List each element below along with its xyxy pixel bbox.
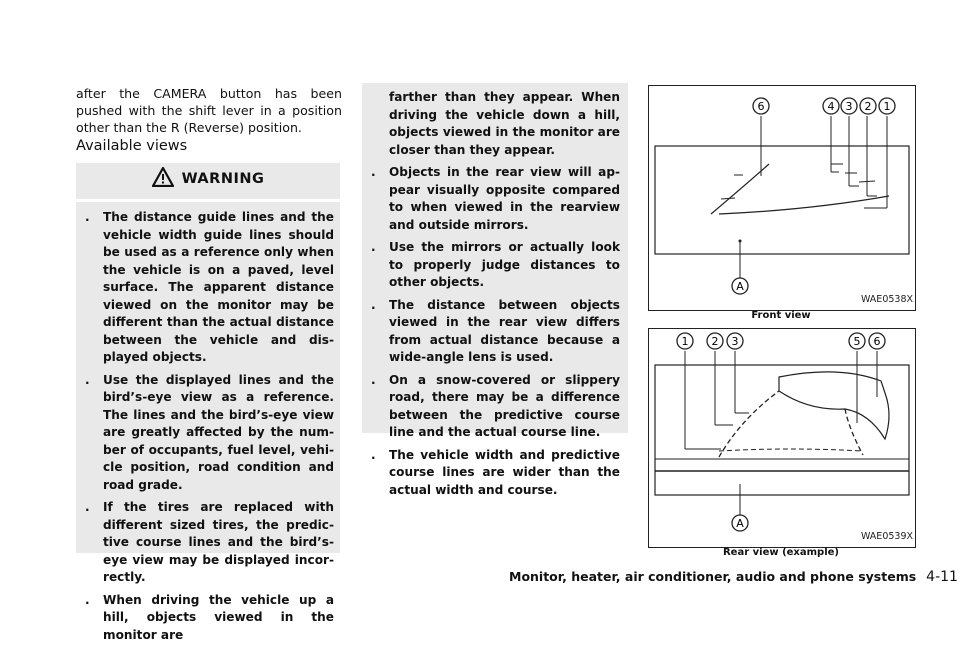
warning-item: . Objects in the rear view will ap-pear visually opposite compared to when viewed in the rearview and outside mirrors. (371, 165, 620, 232)
footer-section-title: Monitor, heater, air conditioner, audio and phone systems (509, 569, 917, 584)
page-number: 4-11 (926, 569, 958, 585)
figure-code: WAE0539X (860, 531, 913, 542)
warning-item: . When driving the vehicle up a hill, objects viewed in the monitor are (85, 592, 334, 642)
callout-label: 6 (757, 100, 765, 113)
figure-caption: Front view (751, 310, 811, 321)
callout-label: 2 (711, 335, 719, 348)
figure-caption: Rear view (example) (722, 547, 839, 558)
callout-label: 4 (827, 100, 835, 113)
warning-item: . Use the mirrors or actually look to properly judge distances to other objects. (371, 240, 620, 289)
rear-view-figure (648, 328, 916, 548)
figure-code: WAE0538X (860, 294, 913, 305)
front-view-diagram (649, 86, 915, 310)
callout-label: 5 (853, 335, 861, 348)
warning-item: . If the tires are replaced with different sized tires, the predic-tive course lines and the bird’s-eye view may be displayed incor-rectly. (85, 500, 334, 584)
warning-item: . The distance between objects viewed in the rear view differs from actual distance because a wide-angle lens is used. (371, 297, 620, 364)
callout-label: A (736, 280, 744, 293)
front-view-figure (648, 85, 916, 311)
callout-label: 1 (883, 100, 891, 113)
callout-label: 1 (681, 335, 689, 348)
warning-item: . The vehicle width and predictive course lines are wider than the actual width and course. (371, 447, 620, 497)
warning-box (76, 163, 340, 642)
callout-label: 2 (864, 100, 872, 113)
rear-view-diagram (649, 329, 915, 547)
warning-item: . On a snow-covered or slippery road, there may be a difference between the predictive course line and the actual course line. (371, 372, 620, 439)
callout-label: 3 (845, 100, 853, 113)
page-footer (509, 569, 958, 585)
warning-triangle-icon (152, 167, 174, 187)
warning-item: . The distance guide lines and the vehicle width guide lines should be used as a reference only when the vehicle is on a paved, level surface. The apparent distance viewed on the monitor may be different than the actual distance between the vehicle and dis-played objects. (85, 210, 334, 364)
warning-item: farther than they appear. When driving the vehicle down a hill, objects viewed in the monitor are closer than they appear. (389, 90, 620, 157)
warning-item: . Use the displayed lines and the bird’s-eye view as a reference. The lines and the bird’s-eye view are greatly affected by the num-ber of occupants, fuel level, vehi-cle position, road condition and road grade. (85, 372, 334, 492)
warning-header (76, 163, 340, 202)
intro-paragraph: after the CAMERA button has been pushed with the shift lever in a position other than the R (Reverse) position. (76, 86, 342, 135)
warning-title: WARNING (181, 171, 265, 187)
callout-label: 6 (873, 335, 881, 348)
section-heading: Available views (76, 138, 188, 154)
callout-label: A (736, 517, 744, 530)
warning-box-continued (362, 83, 628, 497)
callout-label: 3 (731, 335, 739, 348)
